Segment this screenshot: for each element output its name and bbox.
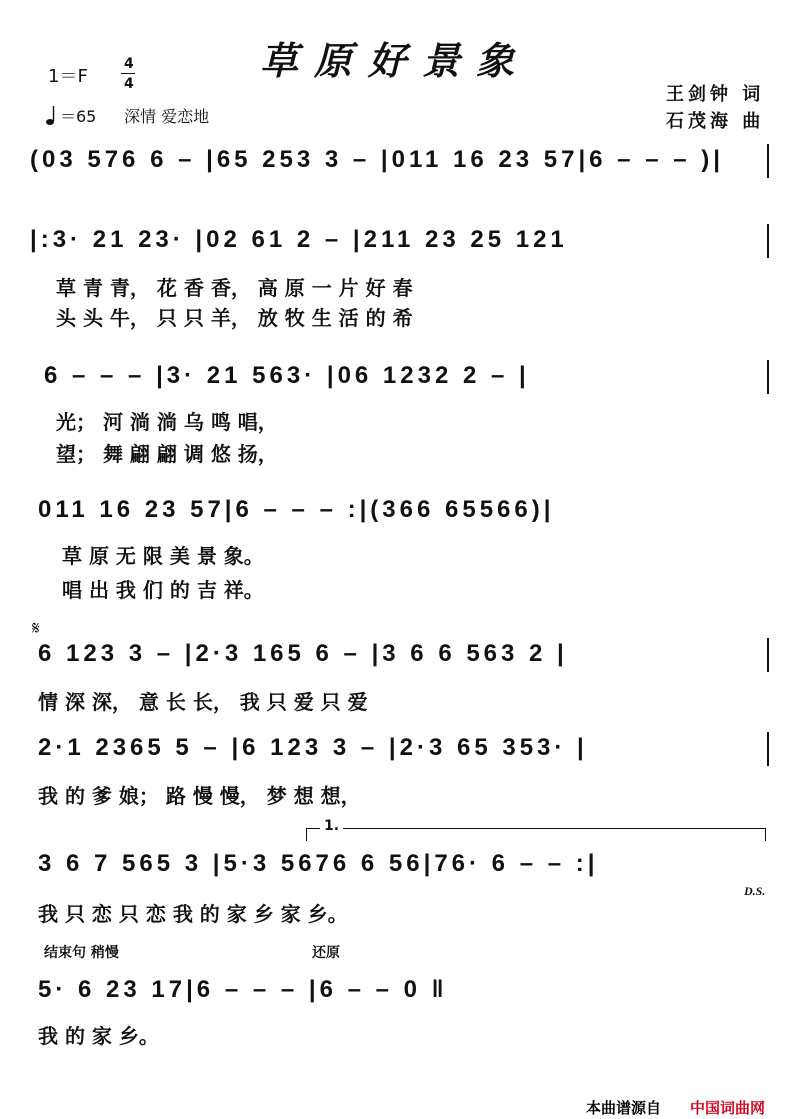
- lyrics-line-3-verse-2: 望； 舞 翩 翩 调 悠 扬，: [56, 442, 278, 466]
- lyricist-credit: 王剑钟 词: [666, 84, 765, 105]
- barline: [767, 224, 769, 258]
- time-signature-top: 4: [124, 56, 134, 72]
- volta-label: 1.: [320, 818, 343, 834]
- time-signature-rule: [121, 73, 135, 74]
- lyrics-line-3-verse-1: 光； 河 淌 淌 乌 鸣 唱，: [56, 410, 278, 434]
- key-signature: 1＝F: [48, 66, 88, 87]
- expression-marking: 深情 爱恋地: [124, 107, 210, 126]
- notation-line-5: 6 123 3 – |2·3 165 6 – |3 6 6 563 2 |: [38, 640, 568, 667]
- a-tempo-note: 还原: [312, 945, 340, 961]
- composer-credit: 石茂海 曲: [666, 111, 765, 132]
- notation-line-4: 011 16 23 57|6 – – – :|(366 65566)|: [38, 496, 555, 523]
- notation-line-2: |:3· 21 23· |02 61 2 – |211 23 25 121: [30, 226, 568, 253]
- ds-mark: D.S.: [744, 884, 766, 898]
- page-title: 草原好景象: [259, 38, 530, 83]
- barline: [767, 144, 769, 178]
- barline: [767, 638, 769, 672]
- volta-bracket: [306, 828, 766, 841]
- lyrics-line-2-verse-2: 头 头 牛， 只 只 羊， 放 牧 生 活 的 希: [56, 306, 413, 330]
- lyrics-line-8: 我 的 家 乡。: [38, 1024, 159, 1048]
- quarter-note-icon: [46, 104, 58, 130]
- segno-icon: 𝄋: [32, 618, 40, 639]
- lyrics-line-7: 我 只 恋 只 恋 我 的 家 乡 家 乡。: [38, 902, 348, 926]
- tempo-marking: ＝65: [60, 107, 97, 126]
- notation-line-1: (03 576 6 – |65 253 3 – |011 16 23 57|6 – – – )|: [30, 146, 724, 173]
- ending-tempo-note: 结束句 稍慢: [44, 945, 119, 961]
- notation-line-3: 6 – – – |3· 21 563· |06 1232 2 – |: [44, 362, 530, 389]
- notation-line-8: 5· 6 23 17|6 – – – |6 – – 0 ‖: [38, 976, 448, 1003]
- notation-line-7: 3 6 7 565 3 |5·3 5676 6 56|76· 6 – – :|: [38, 850, 599, 877]
- notation-line-6: 2·1 2365 5 – |6 123 3 – |2·3 65 353· |: [38, 734, 588, 761]
- lyrics-line-6: 我 的 爹 娘； 路 慢 慢， 梦 想 想，: [38, 784, 361, 808]
- site-link[interactable]: 中国词曲网: [690, 1099, 766, 1117]
- lyrics-line-2-verse-1: 草 青 青， 花 香 香， 高 原 一 片 好 春: [56, 276, 413, 300]
- time-signature-bottom: 4: [124, 76, 134, 92]
- lyrics-line-4-verse-1: 草 原 无 限 美 景 象。: [62, 544, 264, 568]
- barline: [767, 360, 769, 394]
- barline: [767, 732, 769, 766]
- source-label: 本曲谱源自: [586, 1099, 662, 1117]
- lyrics-line-4-verse-2: 唱 出 我 们 的 吉 祥。: [62, 578, 264, 602]
- lyrics-line-5: 情 深 深， 意 长 长， 我 只 爱 只 爱: [38, 690, 368, 714]
